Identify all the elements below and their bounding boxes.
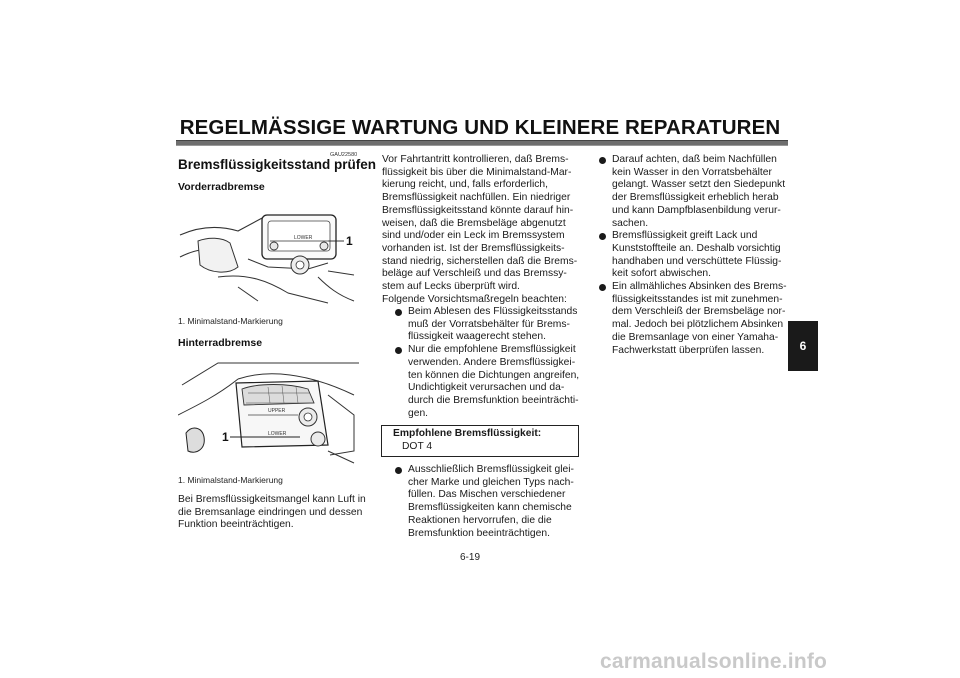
front-brake-figure <box>178 197 359 305</box>
check-paragraph: Vor Fahrtantritt kontrollieren, daß Brems- flüssigkeit bis über die Minimalstand-Mar- kierung reicht, und, falls erforderlich, Bremsflüssigkeit nachfüllen. Ein niedriger Bremsflüssigkeitsstand könnte darauf hin- weisen, daß die Bremsbeläge abgenutzt sind und/oder ein Leck im Bremssystem vorhanden ist. Ist der Bremsflüssigkeits- stand niedrig, sicherstellen daß die Brems- beläge auf Verschleiß und das Bremssy- stem auf Lecks überprüft wird. Folgende Vorsichtsmaßregeln beachten: <box>382 154 578 305</box>
precautions-list-right <box>599 154 789 357</box>
title-rule <box>176 140 788 146</box>
section-code: GAU22580 <box>330 152 358 158</box>
watermark: carmanualsonline.info <box>600 650 828 673</box>
recommended-fluid-value: DOT 4 <box>402 440 433 452</box>
page-title: REGELMÄSSIGE WARTUNG UND KLEINERE REPARATUREN <box>179 116 781 139</box>
recommended-fluid-box <box>381 425 579 457</box>
bullet-icon <box>395 309 402 316</box>
precautions-list-top <box>395 306 585 420</box>
chapter-tab: 6 <box>788 321 818 371</box>
section-title: Bremsflüssigkeitsstand prüfen <box>178 157 377 172</box>
page-number: 6-19 <box>460 552 481 563</box>
rear-brake-figure <box>178 355 359 465</box>
bullet-icon <box>395 347 402 354</box>
bullet-icon <box>395 467 402 474</box>
list-item: Nur die empfohlene Bremsflüssigkeit verwenden. Andere Bremsflüssigkei- ten können die Dichtungen angreifen, Undichtigkeit verursachen und da- durch die Bremsfunktion beeinträchti- gen. <box>395 344 585 420</box>
list-item: Bremsflüssigkeit greift Lack und Kunststoffteile an. Deshalb vorsichtig handhaben und verschüttete Flüssig- keit sofort abwischen. <box>599 230 789 281</box>
intro-text: Bei Bremsflüssigkeitsmangel kann Luft in die Bremsanlage eindringen und dessen Funktion beeinträchtigen. <box>178 494 366 531</box>
front-lower-mark-label: LOWER <box>294 235 313 241</box>
list-item: Darauf achten, daß beim Nachfüllen kein Wasser in den Vorratsbehälter gelangt. Wasser setzt den Siedepunkt der Bremsflüssigkeit erheblich herab und kann Dampfblasenbildung verur- sachen. <box>599 154 789 230</box>
recommended-fluid-label: Empfohlene Bremsflüssigkeit: <box>393 428 542 439</box>
rear-figure-caption: 1. Minimalstand-Markierung <box>178 475 283 485</box>
precautions-list-bottom <box>395 464 585 540</box>
list-item: Ausschließlich Bremsflüssigkeit glei- cher Marke und gleichen Typs nach- füllen. Das Mischen verschiedener Bremsflüssigkeiten kann chemische Reaktionen hervorrufen, die die Bremsfunktion beeinträchtigen. <box>395 464 585 540</box>
rear-lower-mark-label: LOWER <box>268 431 287 437</box>
front-figure-caption: 1. Minimalstand-Markierung <box>178 316 283 326</box>
rear-upper-mark-label: UPPER <box>268 408 286 414</box>
list-item: Beim Ablesen des Flüssigkeitsstands muß der Vorratsbehälter für Brems- flüssigkeit waagerecht stehen. <box>395 306 585 344</box>
bullet-icon <box>599 284 606 291</box>
list-item: Ein allmähliches Absinken des Brems- flüssigkeitsstandes ist mit zunehmen- dem Verschleiß der Bremsbeläge nor- mal. Jedoch bei plötzlichem Absinken die Bremsanlage von einer Yamaha- Fachwerkstatt überprüfen lassen. <box>599 281 789 357</box>
rear-callout-number: 1 <box>222 430 229 444</box>
front-callout-number: 1 <box>346 234 353 248</box>
bullet-icon <box>599 157 606 164</box>
bullet-icon <box>599 233 606 240</box>
rear-brake-heading: Hinterradbremse <box>178 337 263 349</box>
front-brake-heading: Vorderradbremse <box>178 181 265 193</box>
